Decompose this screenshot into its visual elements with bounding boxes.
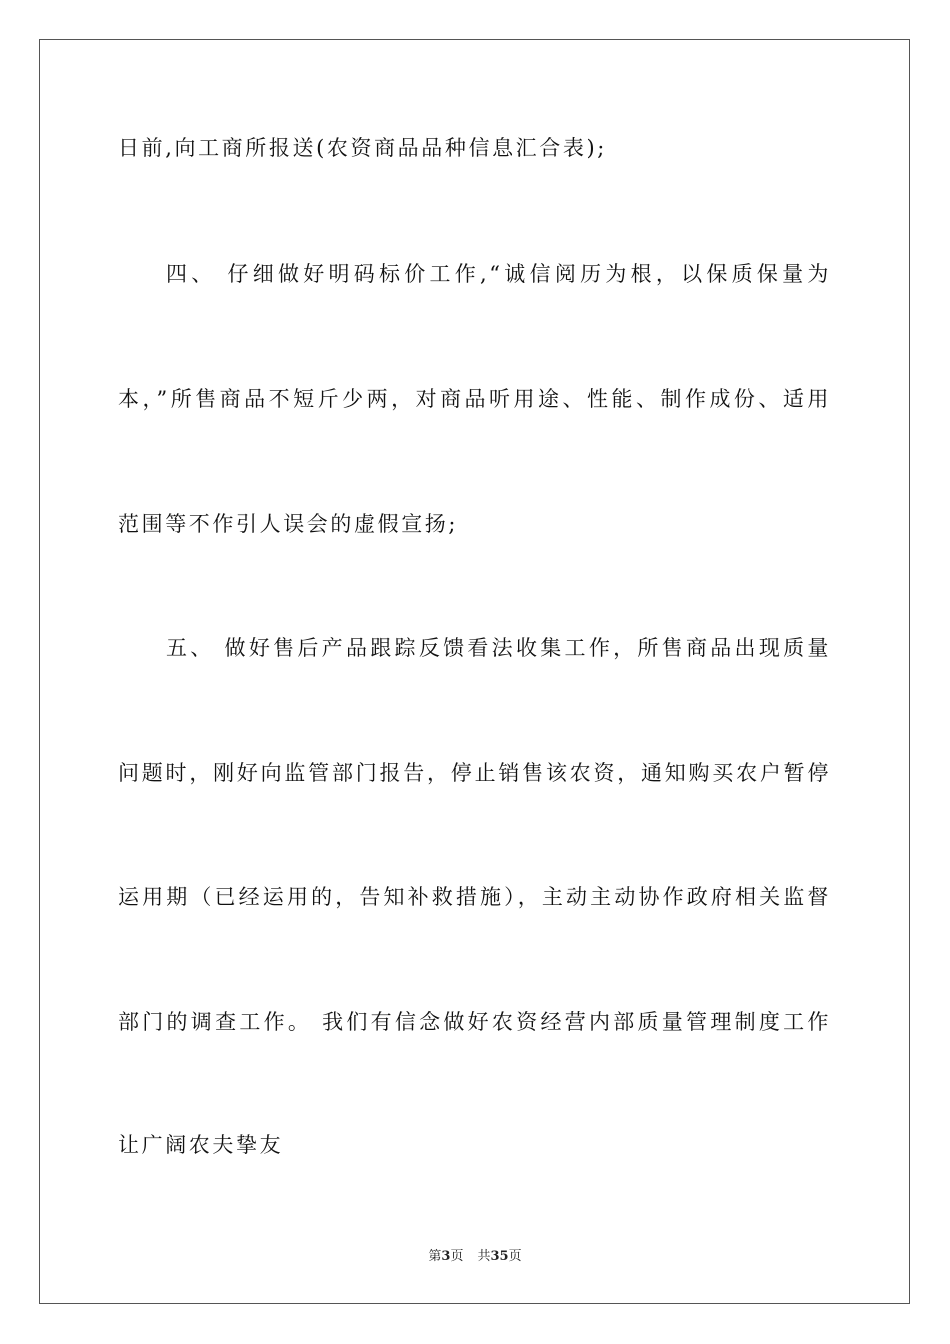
- text-line-4: 范围等不作引人误会的虚假宣扬;: [118, 512, 459, 536]
- footer-total-unit: 页: [508, 1249, 522, 1264]
- text-line-6: 问题时，刚好向监管部门报告，停止销售该农资，通知购买农户暂停: [118, 761, 831, 785]
- page-footer: [0, 1248, 950, 1266]
- text-line-8: 部门的调查工作。 我们有信念做好农资经营内部质量管理制度工作: [118, 1010, 831, 1034]
- text-line-3: 本，”所售商品不短斤少两，对商品听用途、性能、制作成份、适用: [118, 387, 831, 411]
- text-line-5: 五、 做好售后产品跟踪反馈看法收集工作，所售商品出现质量: [166, 636, 831, 660]
- footer-total-pages: 35: [490, 1249, 509, 1264]
- page-border: [39, 39, 910, 1304]
- text-line-1: 日前,向工商所报送(农资商品品种信息汇合表);: [118, 136, 607, 160]
- text-line-2: 四、 仔细做好明码标价工作,“诚信阅历为根，以保质保量为: [166, 262, 831, 286]
- text-line-9: 让广阔农夫挚友: [118, 1133, 284, 1157]
- footer-total-prefix: 共: [477, 1249, 491, 1264]
- text-line-7: 运用期（已经运用的，告知补救措施），主动主动协作政府相关监督: [118, 885, 831, 909]
- footer-current-page: 3: [441, 1249, 451, 1264]
- footer-page-unit: 页: [450, 1249, 464, 1264]
- footer-prefix: 第: [428, 1249, 442, 1264]
